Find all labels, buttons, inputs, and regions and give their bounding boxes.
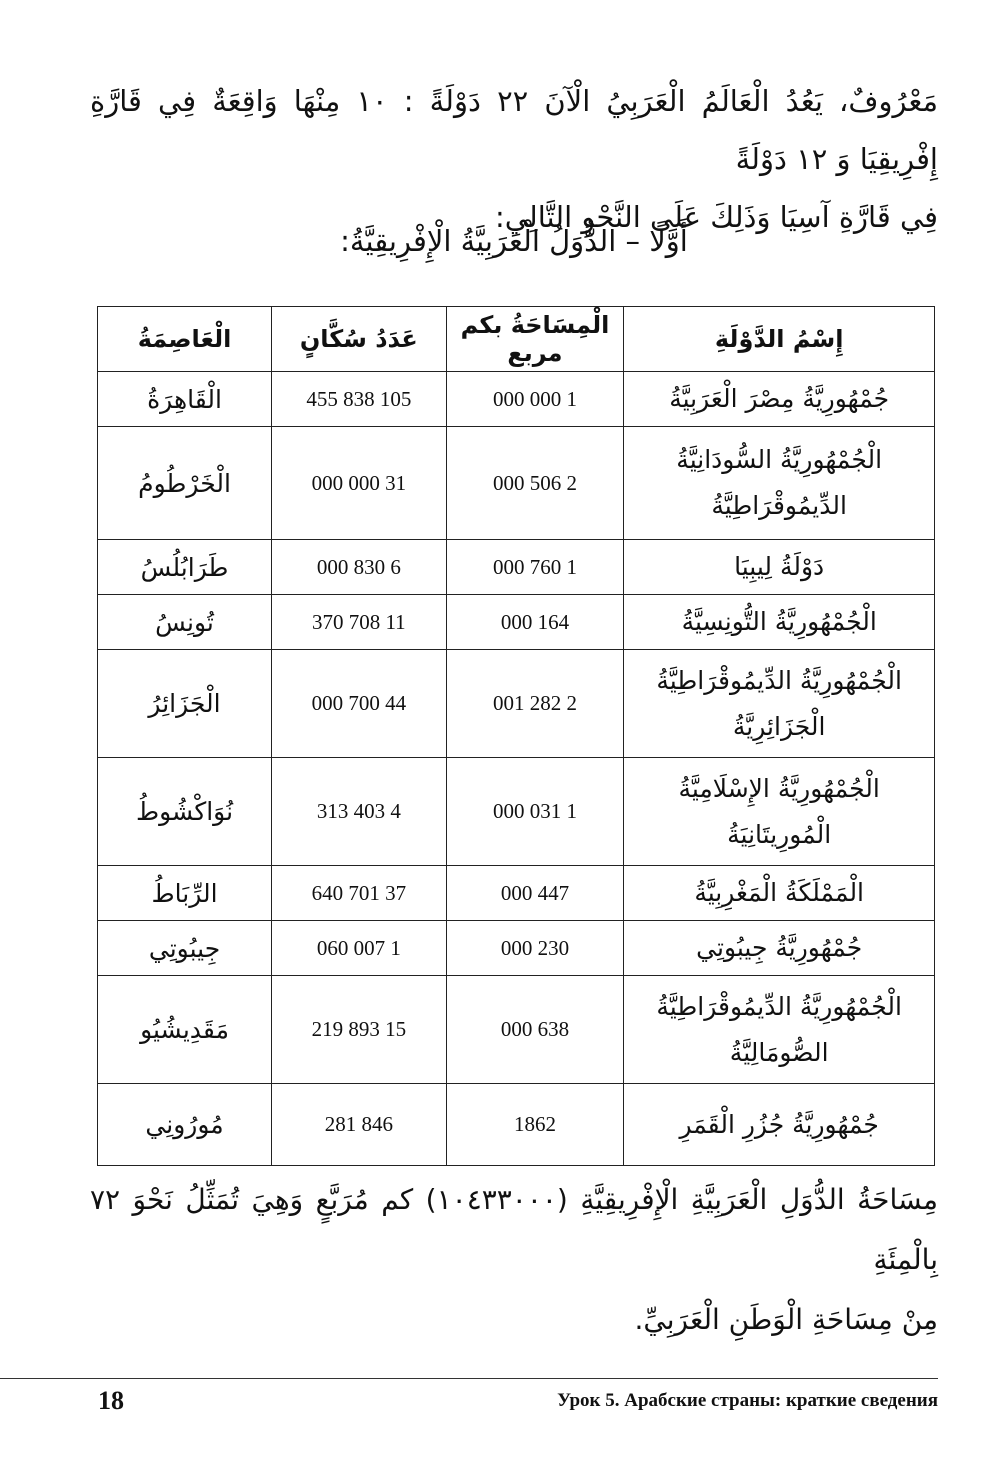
summary-paragraph [90, 1170, 938, 1350]
cell-area: 447 000 [446, 866, 624, 921]
cell-country-name [624, 540, 935, 595]
footer-divider [0, 1378, 938, 1379]
cell-population: 31 000 000 [272, 427, 447, 540]
country-name-line: الْجُمْهُورِيَّةُ التُّونِسِيَّةُ [681, 607, 877, 636]
running-title: Урок 5. Арабские страны: краткие сведения [557, 1390, 938, 1411]
cell-country-name [624, 866, 935, 921]
country-name-line: جُمْهُورِيَّةُ جِيبُوتِي [696, 933, 863, 962]
cell-population: 37 701 640 [272, 866, 447, 921]
country-name-line: الْجُمْهُورِيَّةُ السُّودَانِيَّةُ [676, 445, 883, 474]
cell-country-name [624, 976, 935, 1084]
cell-capital: نُوَاكْشُوطُ [98, 758, 272, 866]
cell-capital: مُورُونِي [98, 1084, 272, 1166]
cell-capital: تُونِسُ [98, 595, 272, 650]
cell-area: 1 000 000 [446, 372, 624, 427]
table-body [98, 372, 935, 1166]
table-row [98, 866, 935, 921]
table-row [98, 1084, 935, 1166]
cell-population: 846 281 [272, 1084, 447, 1166]
cell-country-name [624, 650, 935, 758]
table-row [98, 595, 935, 650]
header-population: عَدَدُ سُكَّانٍ [272, 307, 447, 372]
cell-capital: الْجَزَائِرُ [98, 650, 272, 758]
country-name-line: جُمْهُورِيَّةُ جُزُرِ الْقَمَرِ [679, 1109, 879, 1139]
summary-line-2: مِنْ مِسَاحَةِ الْوَطَنِ الْعَرَبِيِّ. [634, 1303, 938, 1336]
cell-country-name [624, 1084, 935, 1166]
cell-population: 44 700 000 [272, 650, 447, 758]
cell-capital: جِيبُوتِي [98, 921, 272, 976]
country-name-line: الْجُمْهُورِيَّةُ الإِسْلَامِيَّةُ [678, 773, 880, 803]
cell-capital: الْقَاهِرَةُ [98, 372, 272, 427]
table-row [98, 976, 935, 1084]
country-name-line: الْجُمْهُورِيَّةُ الدِّيمُوقْرَاطِيَّةُ [656, 991, 902, 1021]
section-heading: أَوَّلًا – الدُّوَلُ الْعَرَبِيَّةُ الْإِفْرِيقِيَّةُ: [340, 224, 688, 258]
cell-population: 105 838 455 [272, 372, 447, 427]
cell-country-name [624, 921, 935, 976]
intro-line-2: فِي قَارَّةِ آسِيَا وَذَلِكَ عَلَى النَّحْوِ التَّالِي: [494, 200, 938, 234]
country-name-line: جُمْهُورِيَّةُ مِصْرَ الْعَرَبِيَّةُ [669, 384, 890, 413]
cell-population: 4 403 313 [272, 758, 447, 866]
cell-area: 1862 [446, 1084, 624, 1166]
cell-capital: الرِّبَاطُ [98, 866, 272, 921]
intro-line-1: مَعْرُوفٌ، يَعُدُ الْعَالَمُ الْعَرَبِيُ الْآنَ ٢٢ دَوْلَةً : ١٠ مِنْهَا وَاقِعَةٌ فِي قَارَّةِ إِفْرِيقِيَا وَ ١٢ دَوْلَةً [90, 84, 938, 176]
page-number: 18 [98, 1386, 124, 1415]
cell-country-name [624, 372, 935, 427]
cell-capital: طَرَابُلُسُ [98, 540, 272, 595]
table-row [98, 427, 935, 540]
country-name-line: الْجَزَائِرِيَّةُ [732, 711, 826, 741]
country-name-line: الْمَمْلَكَةُ الْمَغْرِبِيَّةُ [694, 878, 865, 907]
cell-country-name [624, 595, 935, 650]
cell-capital: مَقَدِيشُيُو [98, 976, 272, 1084]
cell-population: 1 007 060 [272, 921, 447, 976]
cell-population: 15 893 219 [272, 976, 447, 1084]
cell-area: 638 000 [446, 976, 624, 1084]
country-name-line: الْجُمْهُورِيَّةُ الدِّيمُوقْرَاطِيَّةُ [656, 665, 902, 695]
cell-area: 2 506 000 [446, 427, 624, 540]
cell-area: 1 031 000 [446, 758, 624, 866]
table-row [98, 650, 935, 758]
header-capital: الْعَاصِمَةُ [98, 307, 272, 372]
cell-capital: الْخَرْطُومُ [98, 427, 272, 540]
cell-country-name [624, 758, 935, 866]
cell-population: 11 708 370 [272, 595, 447, 650]
countries-table [97, 306, 935, 1166]
table-header-row [98, 307, 935, 372]
table-row [98, 372, 935, 427]
table-row [98, 921, 935, 976]
table-row [98, 540, 935, 595]
country-name-line: الْمُورِيتَانِيَةُ [727, 819, 832, 849]
header-area: الْمِسَاحَةُ بكم مربع [446, 307, 624, 372]
cell-population: 6 830 000 [272, 540, 447, 595]
cell-area: 230 000 [446, 921, 624, 976]
table-row [98, 758, 935, 866]
cell-country-name [624, 427, 935, 540]
header-country-name: إِسْمُ الدَّوْلَةِ [624, 307, 935, 372]
country-name-line: الدِّيمُوقْرَاطِيَّةُ [711, 491, 847, 520]
cell-area: 164 000 [446, 595, 624, 650]
country-name-line: دَوْلَةُ لِيبِيَا [734, 552, 825, 581]
cell-area: 2 282 001 [446, 650, 624, 758]
country-name-line: الصُّومَالِيَّةُ [729, 1037, 829, 1067]
summary-line-1: مِسَاحَةُ الدُّوَلِ الْعَرَبِيَّةِ الْإِفْرِيقِيَّةِ (١٠٤٣٣٠٠٠) كم مُرَبَّعٍ وَهِيَ تُمَثِّلُ نَحْوَ ٧٢ بِالْمِئَةِ [90, 1183, 939, 1276]
cell-area: 1 760 000 [446, 540, 624, 595]
